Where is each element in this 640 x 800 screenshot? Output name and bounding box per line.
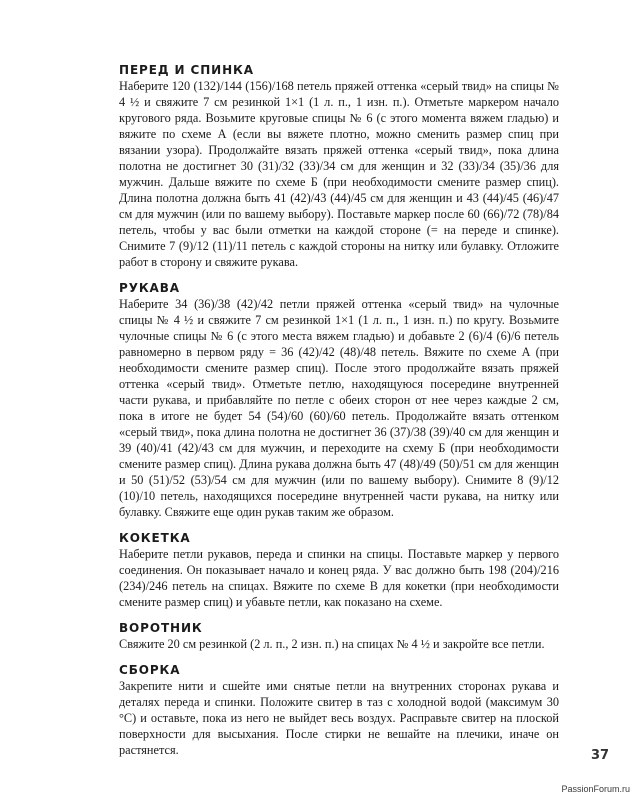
- section-heading: ВОРОТНИК: [119, 621, 203, 635]
- section-heading: КОКЕТКА: [119, 531, 191, 545]
- section-heading: РУКАВА: [119, 281, 180, 295]
- section-sleeves: [119, 280, 559, 520]
- section-heading: ПЕРЕД И СПИНКА: [119, 63, 254, 77]
- section-collar: [119, 620, 559, 652]
- watermark: PassionForum.ru: [561, 784, 630, 794]
- section-front-back: [119, 62, 559, 270]
- section-yoke: [119, 530, 559, 610]
- page-number: 37: [591, 748, 610, 763]
- document-page: [119, 62, 559, 768]
- section-paragraph: Свяжите 20 см резинкой (2 л. п., 2 изн. п.) на спицах № 4 ½ и закройте все петли.: [119, 637, 545, 651]
- section-paragraph: Наберите 120 (132)/144 (156)/168 петель пряжей оттенка «серый твид» на спицы № 4 ½ и свяжите 7 см резинкой 1×1 (1 л. п., 1 изн. п.). Отметьте маркером начало кругового ряда. Возьмите круговые спицы № 6 (с этого момента вяжем гладью) и вяжите по схеме А (если вы вяжете плотно, можно сменить размер спиц при вязании узора). Продолжайте вязать пряжей оттенка «серый твид», пока длина полотна не достигнет 30 (31)/32 (33)/34 см для женщин и 32 (33)/34 (35)/36 для мужчин. Дальше вяжите по схеме Б (при необходимости смените размер спиц). Длина полотна должна быть 41 (42)/43 (44)/45 см для женщин и 43 (44)/45 (46)/47 см для мужчин (или по вашему выбору). Поставьте маркер после 60 (66)/72 (78)/84 петель, чтобы у вас были отметки на каждой стороне (= на переде и спинке). Снимите 7 (9)/12 (11)/11 петель с каждой стороны на нитку или булавку. Отложите работ в сторону и свяжите рукава.: [119, 79, 559, 269]
- section-heading: СБОРКА: [119, 663, 181, 677]
- section-paragraph: Закрепите нити и сшейте ими снятые петли на внутренних сторонах рукава и деталях переда и спинки. Положите свитер в таз с холодной водой (максимум 30 °С) и оставьте, пока из него не выйдет весь воздух. Расправьте свитер на плоской поверхности для высыхания. После стирки не вешайте на плечики, иначе он растянется.: [119, 679, 559, 757]
- section-paragraph: Наберите петли рукавов, переда и спинки на спицы. Поставьте маркер у первого соединения. Он показывает начало и конец ряда. У вас должно быть 198 (204)/216 (234)/246 петель на спицах. Вяжите по схеме В для кокетки (при необходимости смените размер спиц) и убавьте петли, как показано на схеме.: [119, 547, 559, 609]
- section-assembly: [119, 662, 559, 758]
- section-paragraph: Наберите 34 (36)/38 (42)/42 петли пряжей оттенка «серый твид» на чулочные спицы № 4 ½ и свяжите 7 см резинкой 1×1 (1 л. п., 1 изн. п.) по кругу. Возьмите чулочные спицы № 6 (с этого места вяжем гладью) и добавьте 2 (6)/4 (6)/6 петель равномерно в первом ряду = 36 (42)/42 (48)/48 петель. Вяжите по схеме А (при необходимости смените размер спиц). После этого продолжайте вязать пряжей оттенка «серый твид». Отметьте петлю, находящуюся посередине внутренней части рукава, и прибавляйте по петле с обеих сторон от нее через каждые 2 см, пока в итоге не будет 54 (54)/60 (60)/60 петель. Продолжайте вязать оттенком «серый твид», пока длина полотна не достигнет 36 (37)/38 (39)/40 см для женщин и 39 (40)/41 (42)/43 см для мужчин, и переходите на схему Б (при необходимости смените размер спиц). Длина рукава должна быть 47 (48)/49 (50)/51 см для женщин и 50 (51)/52 (53)/54 см для мужчин (или по вашему выбору). Снимите 8 (9)/12 (10)/10 петель, находящихся посередине внутренней части рукава, на нитку или булавку. Свяжите еще один рукав таким же образом.: [119, 297, 559, 519]
